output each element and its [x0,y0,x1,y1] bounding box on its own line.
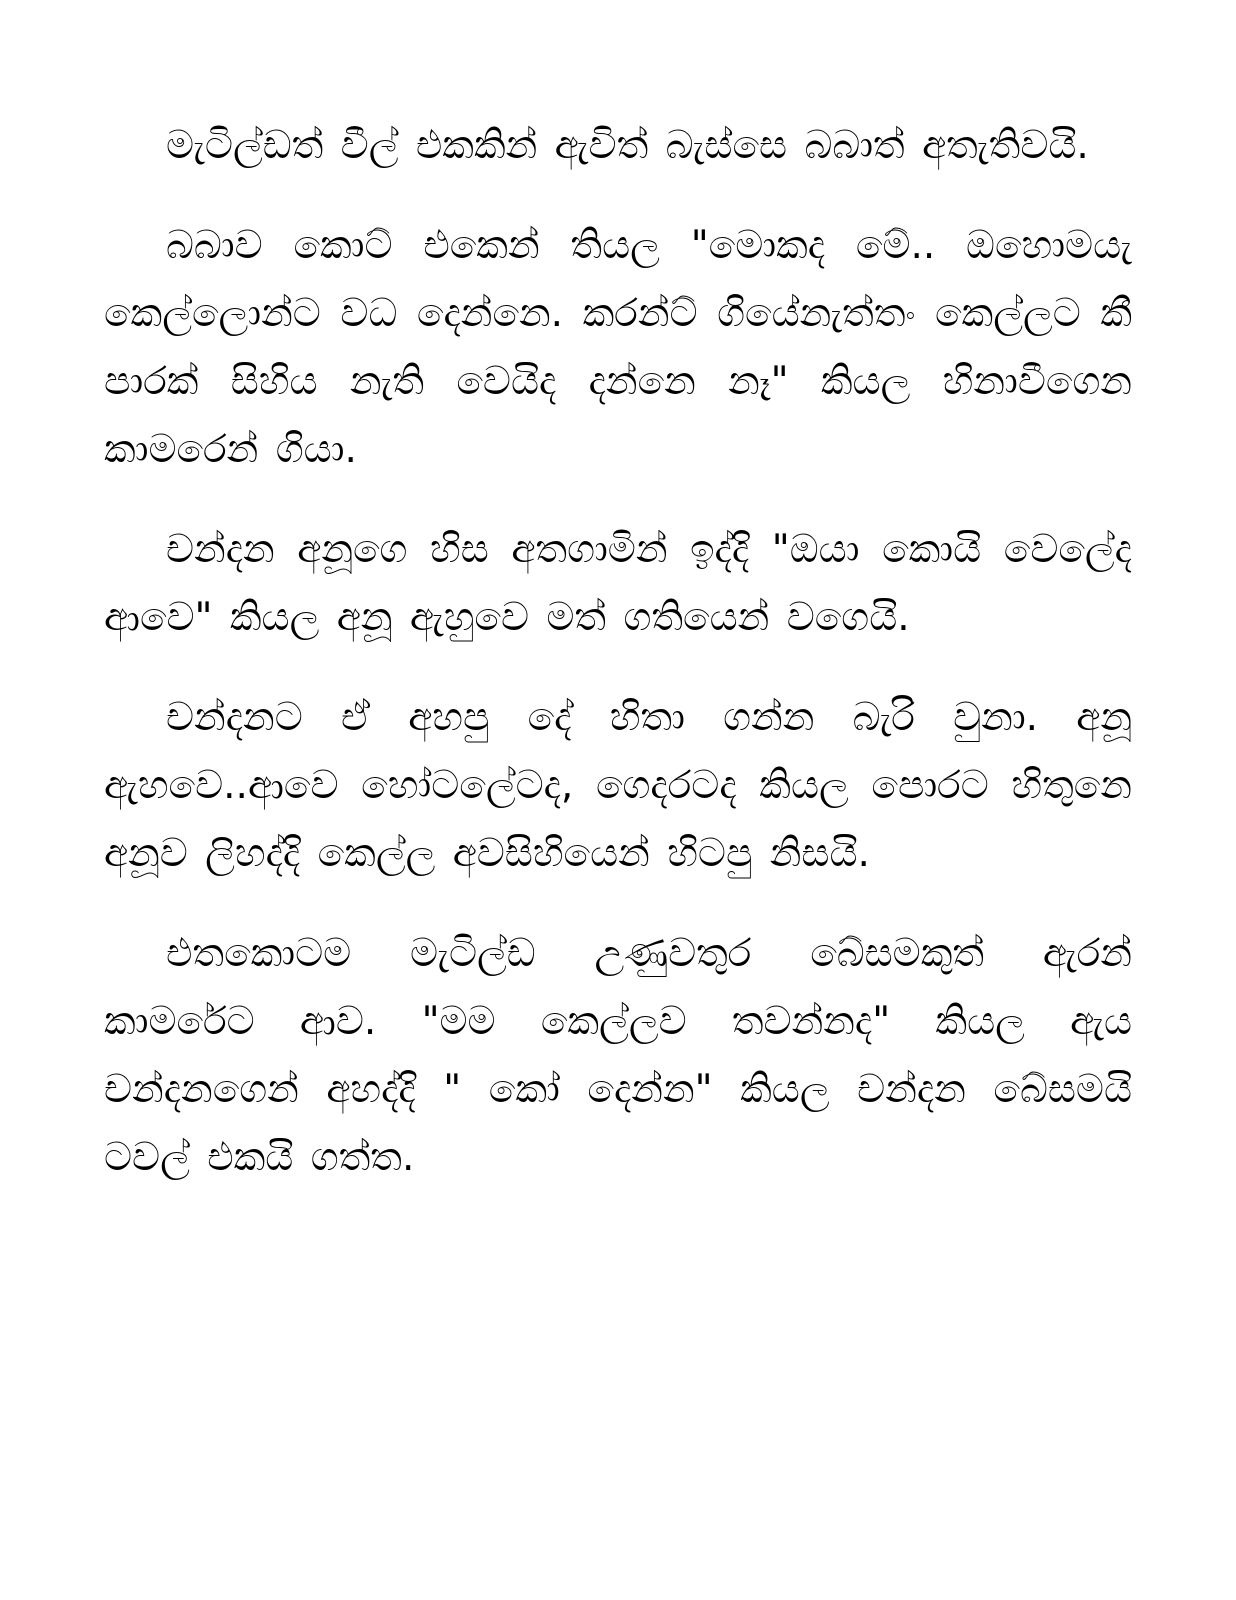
paragraph-2: බබාව කොට් එකෙන් තියල "මොකද මේ.. ඔහොමයැ කෙල්ලොන්ට වධ දෙන්නෙ. කරන්ට් ගියේනැත්තං කෙල්ලට කී පාරක් සිහිය නැති වෙයිද දන්නෙ නෑ" කියල හිනාවීගෙන කාමරෙන් ගියා. [104,223,1132,472]
paragraph-1: මැටිල්ඩත් වීල් එකකින් ඇවිත් බැස්සෙ බබාත් අතැතිවයි. [166,123,1089,168]
paragraph-3: චන්දන අනූගෙ හිස අතගාමින් ඉද්දි "ඔයා කොයි වෙලේද ආවෙ" කියල අනූ ඇහුවෙ මත් ගතියෙන් වගෙයි. [104,527,1132,640]
paragraph-4: චන්දනට ඒ අහපු දේ හිතා ගන්න බැරි වුනා. අනූ ඇහවෙ..ආවෙ හෝටලේටද, ගෙදරටද කියල පොරට හිතුනෙ අනූව ලිහද්දි කෙල්ල අවසිහියෙන් හිටපු නිසයි. [104,695,1132,876]
paragraph-5: එතකොටම මැටිල්ඩ උණුවතුර බේසමකුත් ඇරන් කාමරේට ආව. "මම කෙල්ලව තවන්නද" කියල ඇය චන්දනගෙන් අහද්දි " කෝ දෙන්න" කියල චන්දන බේසමයි ටවල් එකයි ගත්ත. [104,931,1132,1180]
